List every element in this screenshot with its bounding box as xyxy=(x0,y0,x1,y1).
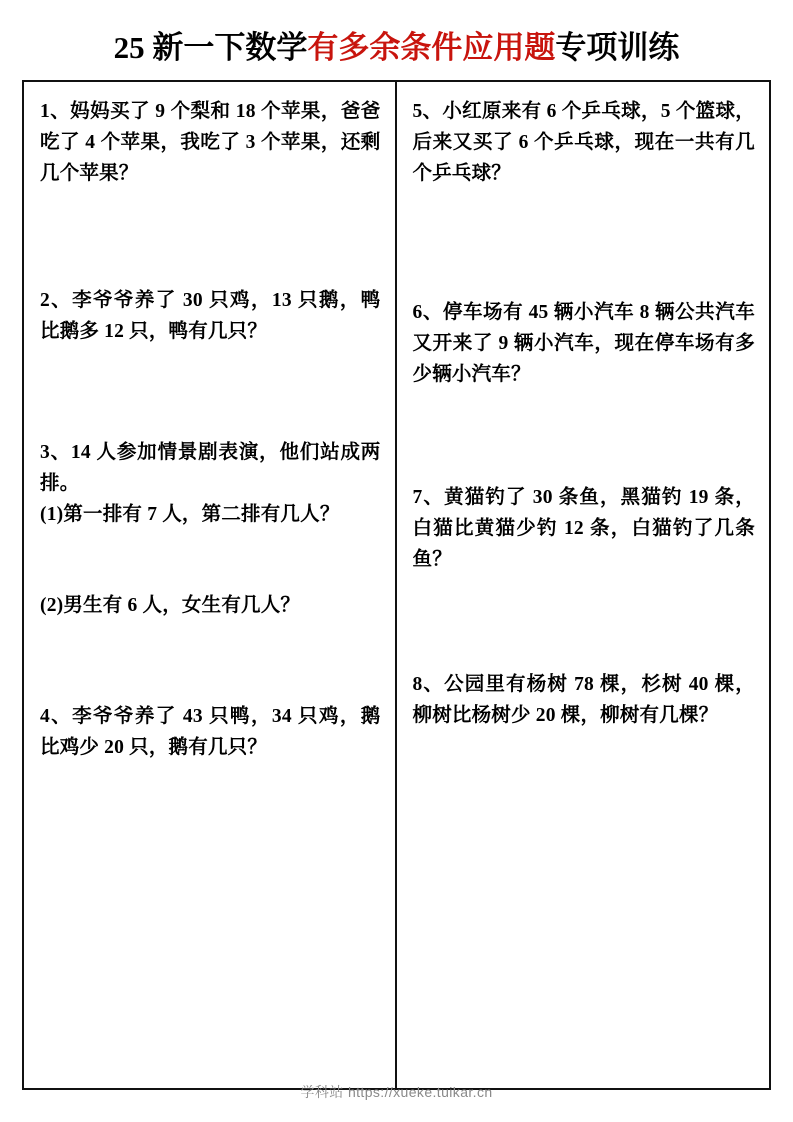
spacer xyxy=(413,575,756,669)
spacer xyxy=(40,530,381,590)
page-title xyxy=(22,26,771,70)
question-4: 4、李爷爷养了 43 只鸭，34 只鸡，鹅比鸡少 20 只，鹅有几只？ xyxy=(40,706,381,758)
spacer xyxy=(413,189,756,297)
question-7: 7、黄猫钓了 30 条鱼，黑猫钓 19 条，白猫比黄猫少钓 12 条，白猫钓了几条鱼？ xyxy=(412,487,755,570)
question-2: 2、李爷爷养了 30 只鸡，13 只鹅，鸭比鹅多 12 只，鸭有几只？ xyxy=(40,290,381,342)
question-6: 6、停车场有 45 辆小汽车 8 辆公共汽车又开来了 9 辆小汽车，现在停车场有多少辆小汽车？ xyxy=(412,302,755,385)
question-8: 8、公园里有杨树 78 棵，杉树 40 棵，柳树比杨树少 20 棵，柳树有几棵？ xyxy=(412,674,755,726)
footer-site-url: https://xueke.tuikar.cn xyxy=(347,1084,493,1100)
spacer xyxy=(40,189,381,285)
footer-watermark xyxy=(0,1082,793,1102)
questions-column-right xyxy=(397,82,770,1088)
questions-column-left xyxy=(24,82,397,1088)
questions-table xyxy=(22,80,771,1090)
spacer xyxy=(413,390,756,482)
title-part-1: 25 新一下数学 xyxy=(113,30,308,65)
question-3: 3、14 人参加情景剧表演，他们站成两排。 xyxy=(40,442,381,494)
question-3-part-2: (2)男生有 6 人，女生有几人？ xyxy=(40,595,301,616)
spacer xyxy=(40,621,381,701)
title-part-3: 专项训练 xyxy=(555,30,680,65)
question-5: 5、小红原来有 6 个乒乓球，5 个篮球，后来又买了 6 个乒乓球，现在一共有几个乒乓球？ xyxy=(412,101,755,184)
footer-label: 学科站 xyxy=(300,1084,344,1100)
question-3-part-1: (1)第一排有 7 人，第二排有几人？ xyxy=(40,504,340,525)
title-part-2: 有多余条件应用题 xyxy=(307,30,556,65)
question-1: 1、妈妈买了 9 个梨和 18 个苹果，爸爸吃了 4 个苹果，我吃了 3 个苹果，还剩几个苹果？ xyxy=(40,101,381,184)
spacer xyxy=(40,347,381,437)
